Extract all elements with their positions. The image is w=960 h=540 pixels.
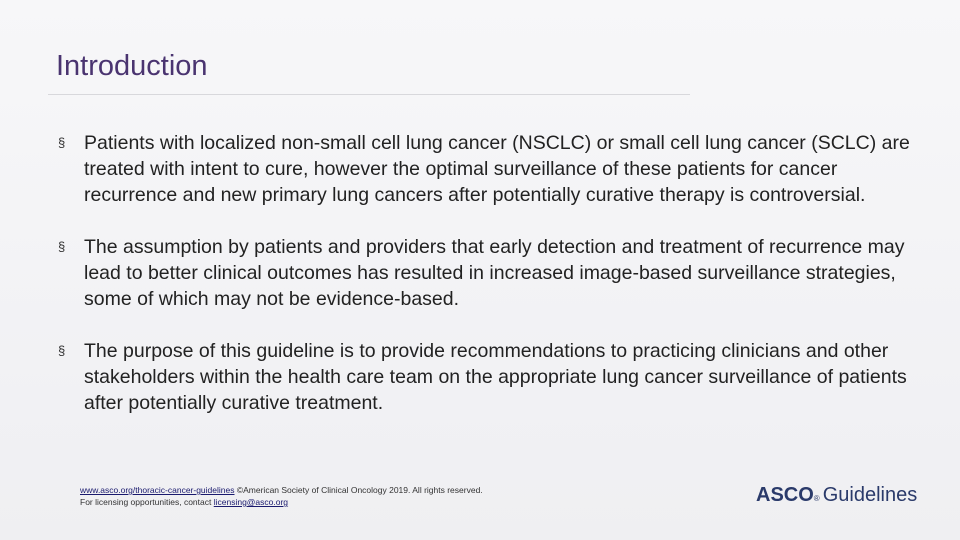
bullet-text-3: The purpose of this guideline is to provide recommendations to practicing clinicians and other stakeholders within the health care team on the appropriate lung cancer surveillance of patients after potentially curative treatment.: [84, 340, 907, 414]
logo-registered-mark: ®: [813, 494, 820, 503]
logo-brand: ASCO: [756, 484, 814, 506]
licensing-email-link[interactable]: licensing@asco.org: [213, 497, 289, 507]
bullet-item-1: [58, 130, 918, 208]
bullet-list: [58, 130, 918, 442]
bullet-text-2: The assumption by patients and providers that early detection and treatment of recurrence may lead to better clinical outcomes has resulted in increased image-based surveillance strategies, some of which may not be evidence-based.: [84, 236, 905, 310]
bullet-item-3: [58, 338, 918, 416]
copyright-text: ©American Society of Clinical Oncology 2019. All rights reserved.: [234, 485, 483, 495]
bullet-item-2: [58, 234, 918, 312]
footer-line-1: [80, 484, 483, 496]
asco-guidelines-logo: [756, 484, 917, 510]
bullet-marker-icon: §: [58, 343, 66, 358]
slide-title: Introduction: [56, 50, 208, 82]
title-divider: [48, 94, 690, 95]
bullet-marker-icon: §: [58, 239, 66, 254]
guidelines-url-link[interactable]: www.asco.org/thoracic-cancer-guidelines: [80, 485, 235, 495]
footer-line-2: [80, 496, 483, 508]
bullet-text-1: Patients with localized non-small cell lung cancer (NSCLC) or small cell lung cancer (SCLC) are treated with intent to cure, however the optimal surveillance of these patients for cancer recurrence and new primary lung cancers after potentially curative therapy is controversial.: [84, 132, 910, 206]
footer: [80, 484, 483, 508]
licensing-text: For licensing opportunities, contact: [80, 497, 214, 507]
logo-product: Guidelines: [822, 484, 918, 506]
bullet-marker-icon: §: [58, 135, 66, 150]
